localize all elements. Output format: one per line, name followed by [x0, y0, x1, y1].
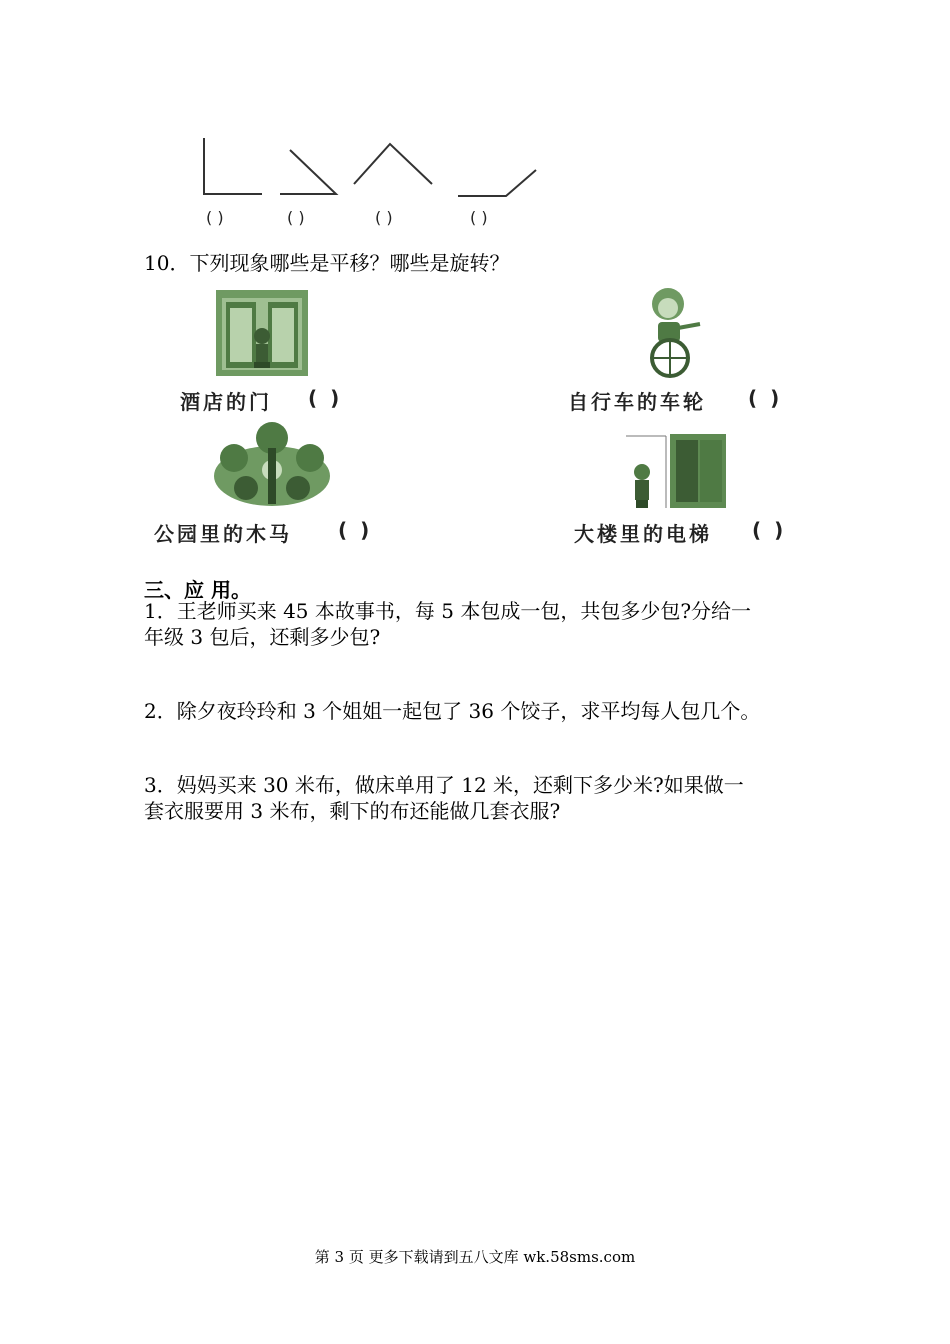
- angle-figures: [190, 130, 550, 210]
- carousel-blank[interactable]: ( ): [338, 518, 373, 542]
- problem-3-line-1: 3．妈妈买来 30 米布，做床单用了 12 米，还剩下多少米?如果做一: [144, 773, 744, 797]
- angle-blank-2[interactable]: ( ): [287, 208, 305, 227]
- angle-blank-4[interactable]: ( ): [470, 208, 488, 227]
- obtuse-angle-figure: [354, 144, 432, 184]
- revolving-door-picture: [214, 288, 310, 380]
- question-10-title: 10．下列现象哪些是平移？哪些是旋转？: [144, 251, 510, 275]
- angle-blank-1[interactable]: ( ): [206, 208, 224, 227]
- elevator-blank[interactable]: ( ): [752, 518, 787, 542]
- bicycle-wheel-blank[interactable]: ( ): [748, 386, 783, 410]
- acute-angle-figure: [280, 150, 336, 194]
- elevator-caption: 大楼里的电梯: [574, 522, 712, 546]
- hotel-door-blank[interactable]: ( ): [308, 386, 343, 410]
- hotel-door-caption: 酒店的门: [180, 390, 272, 414]
- carousel-caption: 公园里的木马: [154, 522, 292, 546]
- elevator-picture: [620, 432, 730, 512]
- problem-2-line-1: 2．除夕夜玲玲和 3 个姐姐一起包了 36 个饺子，求平均每人包几个。: [144, 699, 761, 723]
- page-footer: 第 3 页 更多下载请到五八文库 wk.58sms.com: [314, 1248, 636, 1266]
- right-angle-figure: [204, 138, 262, 194]
- angle-blank-3[interactable]: ( ): [375, 208, 393, 227]
- problem-3-line-2: 套衣服要用 3 米布，剩下的布还能做几套衣服?: [144, 799, 561, 823]
- section-3-heading: 三、应 用。: [144, 578, 251, 602]
- carousel-picture: [210, 418, 334, 510]
- problem-1-line-1: 1．王老师买来 45 本故事书，每 5 本包成一包，共包多少包?分给一: [144, 599, 752, 623]
- problem-1-line-2: 年级 3 包后，还剩多少包?: [144, 625, 381, 649]
- bicycle-picture: [630, 286, 710, 380]
- open-angle-figure: [458, 170, 536, 196]
- bicycle-wheel-caption: 自行车的车轮: [568, 390, 706, 414]
